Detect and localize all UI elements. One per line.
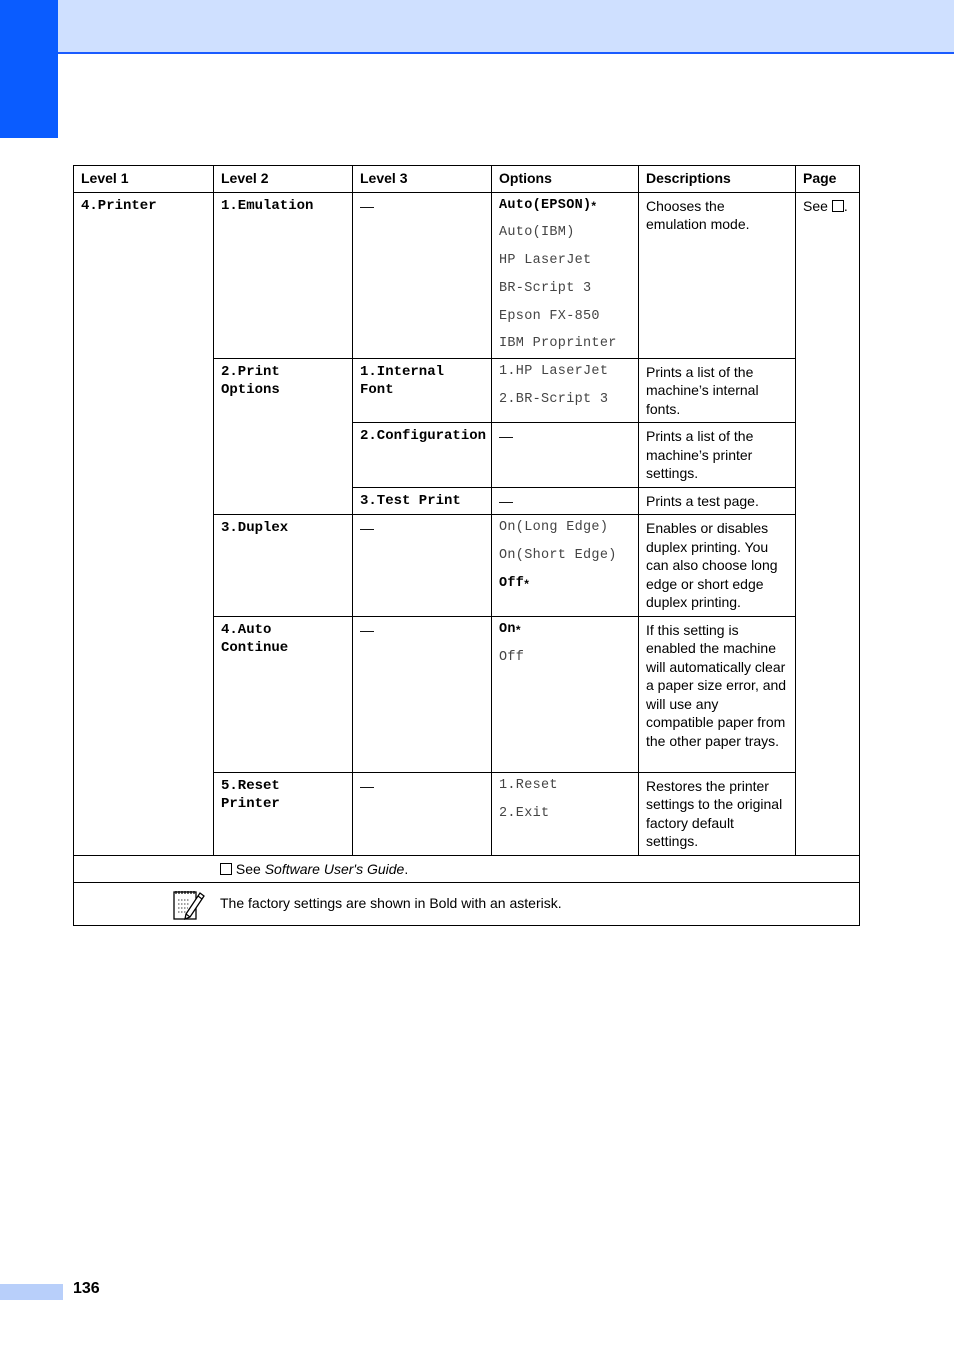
level1-printer: 4.Printer — [74, 192, 214, 855]
see-note-row — [74, 855, 860, 883]
page-reference: See . — [796, 192, 860, 855]
option: HP LaserJet — [499, 253, 592, 269]
level3-dash: — — [353, 192, 492, 358]
column-header: Level 1 — [74, 166, 214, 193]
option: Epson FX-850 — [499, 308, 600, 324]
description: Restores the printer settings to the original factory default settings. — [639, 772, 796, 855]
level2-duplex: 3.Duplex — [214, 515, 353, 617]
options-dash: — — [492, 423, 639, 488]
description: Prints a list of the machine’s printer settings. — [639, 423, 796, 488]
options-cell — [492, 772, 639, 855]
level3-internal-font: 1.Internal Font — [353, 358, 492, 423]
level3-dash: — — [353, 616, 492, 772]
level2-print-options: 2.Print Options — [214, 358, 353, 515]
note-row — [74, 883, 860, 926]
checkbox-icon — [832, 200, 844, 212]
level3-dash: — — [353, 515, 492, 617]
option: IBM Proprinter — [499, 336, 617, 352]
description: If this setting is enabled the machine will automatically clear a paper size error, and will use any compatible paper from the other paper trays. — [639, 616, 796, 772]
header-band — [0, 0, 954, 54]
option: On(Long Edge) — [499, 520, 609, 536]
header-row — [74, 166, 860, 193]
level2-auto-continue: 4.Auto Continue — [214, 616, 353, 772]
description: Chooses the emulation mode. — [639, 192, 796, 358]
level2-reset-printer: 5.Reset Printer — [214, 772, 353, 855]
column-header: Options — [492, 166, 639, 193]
option-default: On* — [499, 621, 521, 637]
footer-bar — [0, 1284, 63, 1300]
options-cell — [492, 192, 639, 358]
guide-reference: Software User's Guide — [264, 860, 405, 877]
printer-menu-table — [73, 165, 860, 926]
option-default: Off* — [499, 576, 530, 592]
options-dash: — — [492, 487, 639, 515]
option: 2.BR-Script 3 — [499, 391, 609, 407]
description: Prints a list of the machine’s internal fonts. — [639, 358, 796, 423]
note — [74, 883, 860, 926]
column-header: Level 2 — [214, 166, 353, 193]
checkbox-icon — [220, 863, 232, 875]
option-default: Auto(EPSON)* — [499, 197, 597, 213]
see-note: See Software User's Guide. — [74, 855, 860, 883]
table-row — [74, 192, 860, 358]
description: Prints a test page. — [639, 487, 796, 515]
note-pencil-icon — [170, 887, 206, 928]
note-text: The factory settings are shown in Bold with an asterisk. — [220, 895, 562, 912]
level2-emulation: 1.Emulation — [214, 192, 353, 358]
level3-dash: — — [353, 772, 492, 855]
options-cell — [492, 616, 639, 772]
option: Off — [499, 649, 525, 665]
page-number: 136 — [73, 1280, 100, 1297]
option: On(Short Edge) — [499, 548, 617, 564]
column-header: Level 3 — [353, 166, 492, 193]
option: BR-Script 3 — [499, 280, 592, 296]
description: Enables or disables duplex printing. You can also choose long edge or short edge duplex printing. — [639, 515, 796, 617]
option: 2.Exit — [499, 805, 550, 821]
options-cell — [492, 358, 639, 423]
level3-configuration: 2.Configuration — [353, 423, 492, 488]
level3-test-print: 3.Test Print — [353, 487, 492, 515]
option: Auto(IBM) — [499, 225, 575, 241]
column-header: Descriptions — [639, 166, 796, 193]
chapter-side-tab — [0, 0, 58, 138]
column-header: Page — [796, 166, 860, 193]
options-cell — [492, 515, 639, 617]
option: 1.Reset — [499, 777, 558, 793]
option: 1.HP LaserJet — [499, 363, 609, 379]
